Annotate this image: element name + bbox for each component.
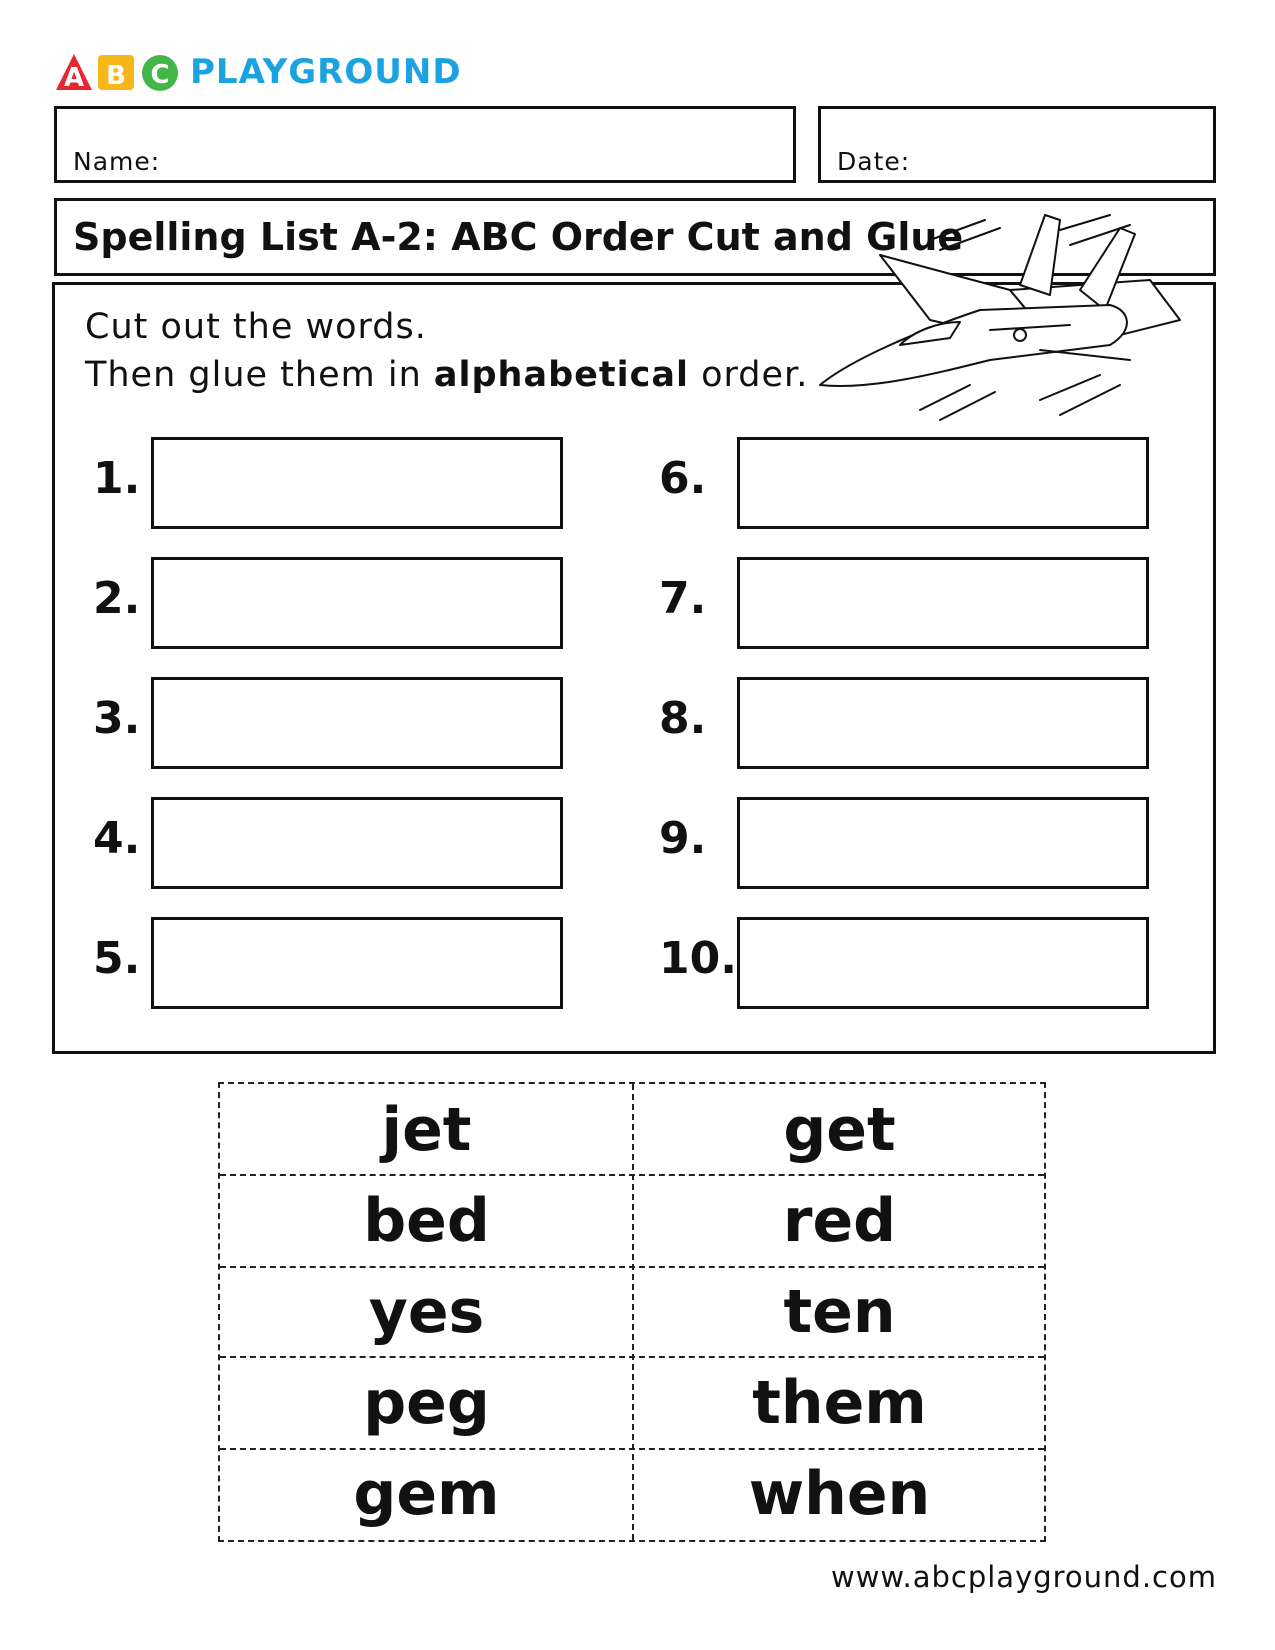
svg-text:A: A [63,63,85,92]
website-url: www.abcplayground.com [831,1560,1217,1594]
worksheet-title: Spelling List A-2: ABC Order Cut and Glue [73,215,964,259]
glue-slot-10[interactable] [737,917,1149,1009]
name-label: Name: [73,147,161,176]
word-card[interactable]: ten [783,1276,896,1347]
glue-slot-7[interactable] [737,557,1149,649]
instruction-text: Then glue them in [85,355,434,395]
instruction-bold-word: alphabetical [433,355,689,395]
slot-number: 2. [93,573,141,624]
word-card[interactable]: when [748,1458,931,1529]
abc-logo-icon [54,52,184,92]
fighter-jet-icon [810,210,1190,430]
date-label: Date: [837,147,911,176]
word-card[interactable]: get [783,1094,896,1165]
word-card[interactable]: them [752,1367,927,1438]
svg-text:B: B [106,61,126,91]
slot-number: 5. [93,933,141,984]
word-card[interactable]: peg [363,1367,490,1438]
glue-slot-9[interactable] [737,797,1149,889]
slot-number: 9. [659,813,707,864]
glue-slot-5[interactable] [151,917,563,1009]
glue-slot-6[interactable] [737,437,1149,529]
date-field[interactable] [818,106,1216,183]
instruction-line-1: Cut out the words. [85,307,427,347]
slot-number: 10. [659,933,737,984]
slot-number: 6. [659,453,707,504]
word-card[interactable]: yes [368,1276,485,1347]
name-field[interactable] [54,106,796,183]
glue-slot-3[interactable] [151,677,563,769]
brand-text: PLAYGROUND [190,52,462,92]
word-card[interactable]: jet [381,1094,472,1165]
instruction-text: order. [688,355,809,395]
svg-text:C: C [150,60,170,90]
word-cards [218,1082,1046,1542]
word-card[interactable]: red [782,1185,897,1256]
slot-number: 1. [93,453,141,504]
glue-slot-8[interactable] [737,677,1149,769]
slot-number: 8. [659,693,707,744]
glue-slot-1[interactable] [151,437,563,529]
slot-number: 3. [93,693,141,744]
instruction-line-2 [85,355,808,395]
site-logo [54,52,462,92]
slot-number: 7. [659,573,707,624]
slot-number: 4. [93,813,141,864]
glue-slot-4[interactable] [151,797,563,889]
word-card[interactable]: gem [353,1458,500,1529]
word-card[interactable]: bed [363,1185,490,1256]
glue-slot-2[interactable] [151,557,563,649]
